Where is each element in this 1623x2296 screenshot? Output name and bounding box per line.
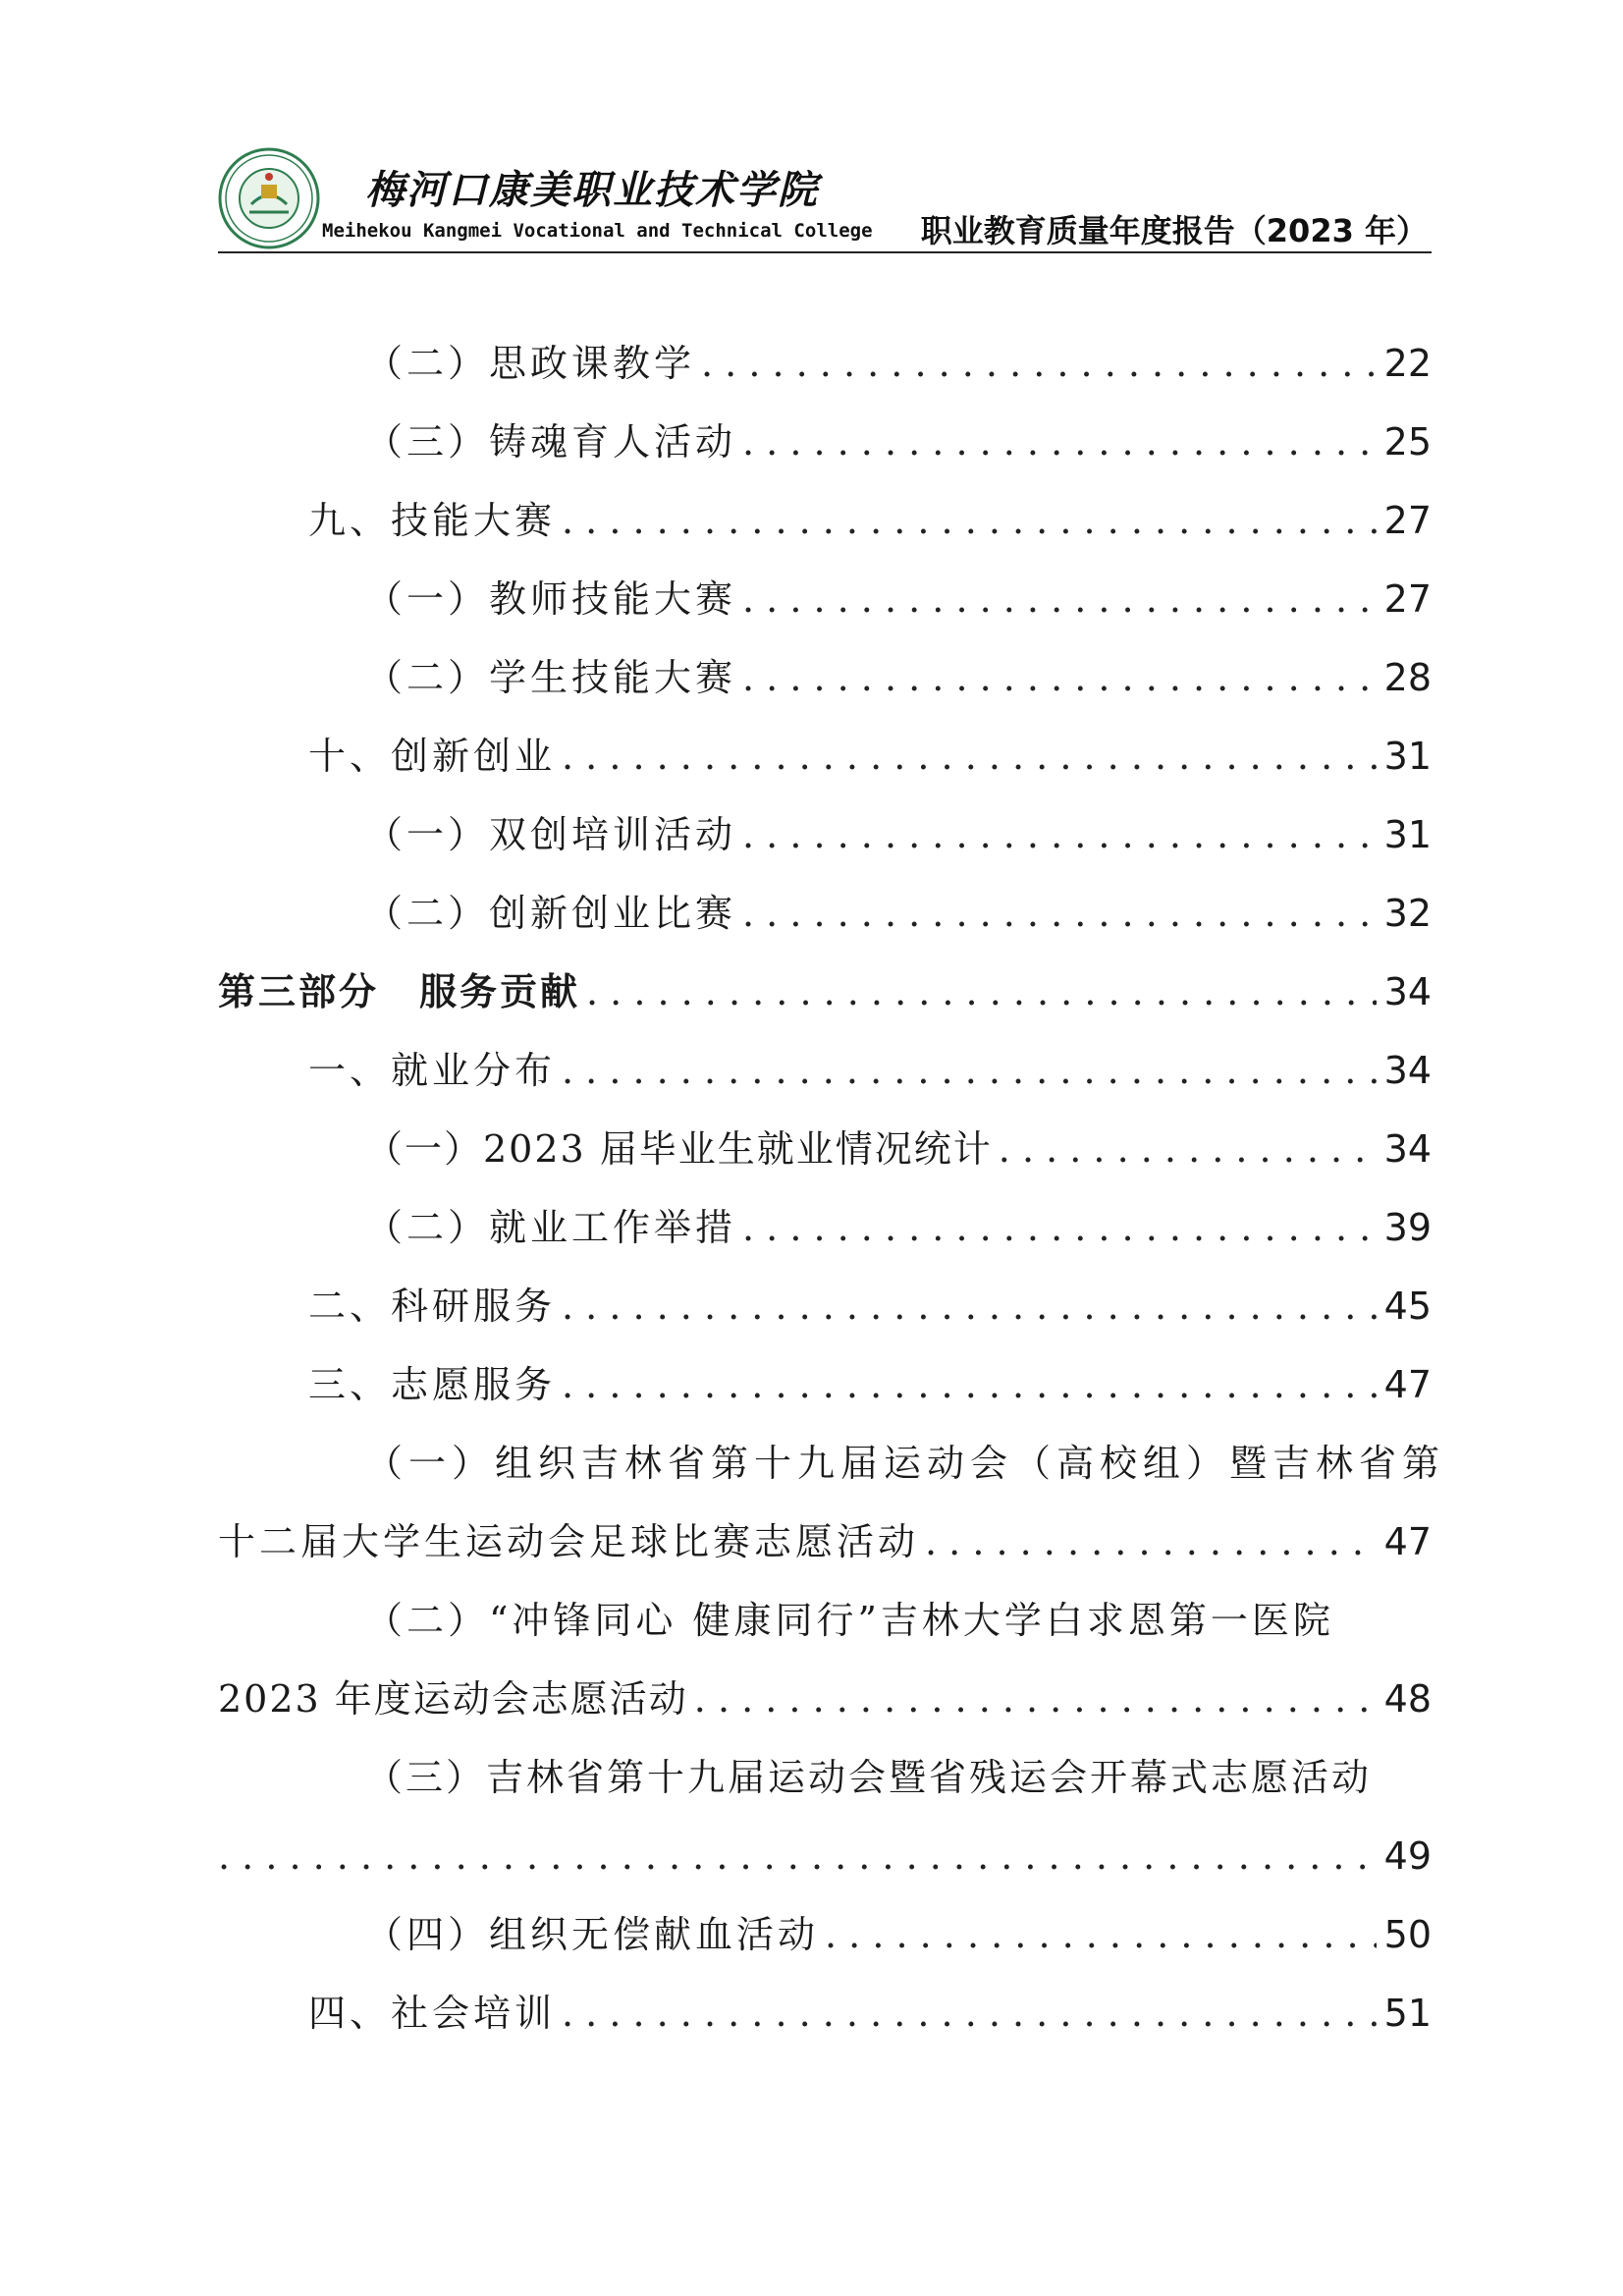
dot-leader (562, 1984, 1377, 2043)
toc-entry[interactable] (365, 412, 1432, 471)
toc-page-number: 51 (1383, 1992, 1432, 2035)
college-seal-logo-icon (218, 147, 320, 249)
toc-entry-label: 三、志愿服务 (308, 1363, 557, 1406)
toc-row (218, 962, 1432, 1021)
toc-entry[interactable] (308, 1984, 1432, 2043)
college-name-en: Meihekou Kangmei Vocational and Technical College (322, 220, 873, 242)
toc-row (218, 491, 1432, 550)
toc-entry-label: （一）教师技能大赛 (365, 577, 737, 621)
toc-row (218, 1120, 1432, 1178)
toc-page-number: 39 (1383, 1206, 1432, 1249)
toc-row (218, 1748, 1432, 1807)
toc-part-label: 第三部分 服务贡献 (218, 970, 581, 1013)
dot-leader (562, 1277, 1377, 1336)
toc-entry-label: （一）2023 届毕业生就业情况统计 (365, 1127, 993, 1171)
dot-leader (742, 1198, 1377, 1257)
toc-entry-label: 四、社会培训 (308, 1992, 557, 2035)
dot-leader (742, 805, 1377, 864)
toc-page-number: 27 (1383, 577, 1432, 621)
toc-row (218, 805, 1432, 864)
toc-entry-label: 九、技能大赛 (308, 499, 557, 542)
toc-entry-part[interactable] (218, 962, 1432, 1021)
toc-row (218, 1669, 1432, 1728)
toc-page-number: 49 (1383, 1834, 1432, 1878)
toc-entry[interactable] (308, 1277, 1432, 1336)
toc-entry-label: （二）学生技能大赛 (365, 656, 737, 699)
toc-row (218, 1434, 1446, 1493)
toc-entry[interactable] (218, 1512, 1432, 1571)
toc-page-number: 47 (1383, 1520, 1432, 1563)
toc-row (218, 1512, 1432, 1571)
toc-row (218, 1277, 1432, 1336)
header-divider (218, 251, 1432, 253)
toc-page-number: 32 (1383, 892, 1432, 935)
toc-page-number: 25 (1383, 420, 1432, 464)
toc-entry[interactable] (365, 1198, 1432, 1257)
toc-row (218, 1591, 1432, 1650)
report-title: 职业教育质量年度报告（2023 年） (920, 212, 1428, 249)
toc-row (218, 648, 1432, 707)
toc-entry-label-line1[interactable]: （三）吉林省第十九届运动会暨省残运会开幕式志愿活动 (365, 1756, 1373, 1799)
toc-row (218, 1905, 1432, 1964)
toc-page-number: 22 (1383, 342, 1432, 385)
toc-entry-label: 二、科研服务 (308, 1285, 557, 1328)
toc-page-number: 45 (1383, 1285, 1432, 1328)
toc-entry-label-line1[interactable]: （一）组织吉林省第十九届运动会（高校组）暨吉林省第 (365, 1442, 1446, 1485)
toc-row (218, 1984, 1432, 2043)
toc-entry-label: （二）思政课教学 (365, 342, 696, 385)
toc-row (218, 1041, 1432, 1100)
toc-page-number: 34 (1383, 970, 1432, 1013)
dot-leader (562, 1355, 1377, 1414)
dot-leader (742, 648, 1377, 707)
dot-leader (742, 412, 1377, 471)
dot-leader (694, 1669, 1377, 1728)
dot-leader (562, 491, 1377, 550)
dot-leader (586, 962, 1377, 1021)
toc-page-number: 27 (1383, 499, 1432, 542)
toc-entry[interactable] (365, 648, 1432, 707)
toc-entry[interactable] (365, 334, 1432, 393)
toc-entry[interactable] (218, 1827, 1432, 1886)
toc-page-number: 50 (1383, 1913, 1432, 1956)
dot-leader (701, 334, 1377, 393)
toc-row (218, 1198, 1432, 1257)
toc-entry[interactable] (365, 1905, 1432, 1964)
toc-entry[interactable] (308, 1355, 1432, 1414)
toc-row (218, 727, 1432, 786)
toc-row (218, 884, 1432, 943)
toc-row (218, 1355, 1432, 1414)
toc-entry-label-line2: 2023 年度运动会志愿活动 (218, 1677, 688, 1721)
page-header (218, 147, 1432, 255)
toc-page-number: 34 (1383, 1127, 1432, 1171)
toc-entry[interactable] (365, 884, 1432, 943)
toc-entry-label-line1[interactable]: （二）“冲锋同心 健康同行”吉林大学白求恩第一医院 (365, 1599, 1334, 1642)
toc-entry-label: （二）创新创业比赛 (365, 892, 737, 935)
toc-entry[interactable] (218, 1669, 1432, 1728)
toc-entry[interactable] (365, 805, 1432, 864)
dot-leader (925, 1512, 1377, 1571)
toc-entry[interactable] (308, 491, 1432, 550)
dot-leader (562, 727, 1377, 786)
toc-row (218, 412, 1432, 471)
toc-entry-label: 一、就业分布 (308, 1049, 557, 1092)
toc-page-number: 34 (1383, 1049, 1432, 1092)
toc-entry[interactable] (365, 1120, 1432, 1178)
dot-leader (825, 1905, 1377, 1964)
toc-row (218, 570, 1432, 629)
dot-leader (999, 1120, 1377, 1178)
dot-leader (742, 884, 1377, 943)
toc-page-number: 47 (1383, 1363, 1432, 1406)
toc-row (218, 334, 1432, 393)
dot-leader (562, 1041, 1377, 1100)
toc-entry-label: （四）组织无偿献血活动 (365, 1913, 820, 1956)
toc-page-number: 31 (1383, 735, 1432, 778)
dot-leader (742, 570, 1377, 629)
toc-page-number: 31 (1383, 813, 1432, 856)
toc-entry-label-line2: 十二届大学生运动会足球比赛志愿活动 (218, 1520, 920, 1563)
dot-leader (218, 1827, 1377, 1886)
toc-page-number: 48 (1383, 1677, 1432, 1721)
toc-row (218, 1827, 1432, 1886)
toc-entry-label: 十、创新创业 (308, 735, 557, 778)
toc-entry[interactable] (308, 727, 1432, 786)
toc-entry-label: （一）双创培训活动 (365, 813, 737, 856)
toc-entry[interactable] (308, 1041, 1432, 1100)
toc-page-number: 28 (1383, 656, 1432, 699)
college-name-cn: 梅河口康美职业技术学院 (365, 167, 819, 213)
toc-entry[interactable] (365, 570, 1432, 629)
toc-entry-label: （二）就业工作举措 (365, 1206, 737, 1249)
toc-entry-label: （三）铸魂育人活动 (365, 420, 737, 464)
